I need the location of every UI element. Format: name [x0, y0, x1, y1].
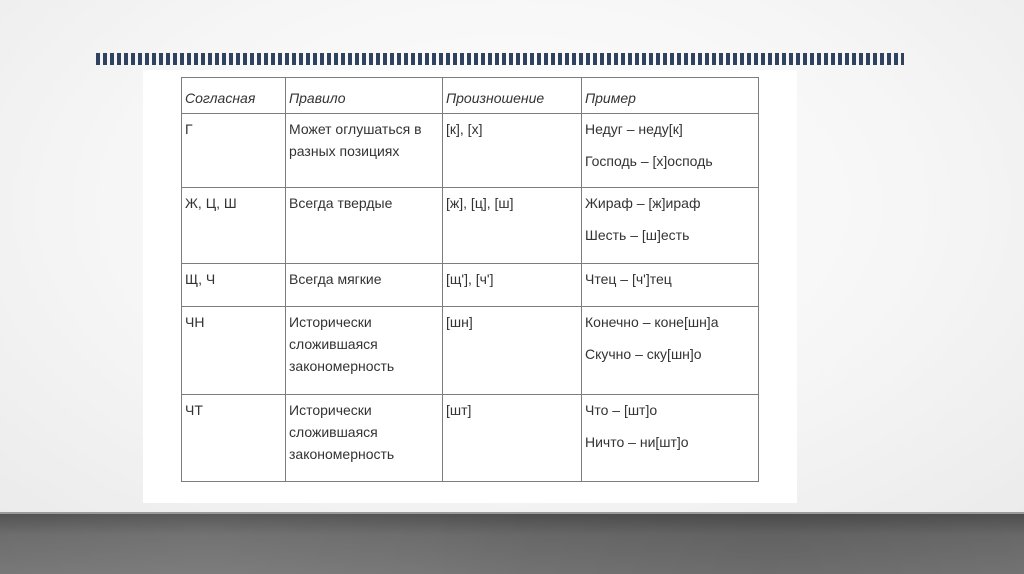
example-line: Скучно – ску[шн]о: [585, 346, 702, 362]
cell-pronunciation: [шн]: [443, 307, 582, 395]
example-line: Ничто – ни[шт]о: [585, 434, 689, 450]
table-header-row: [182, 78, 759, 114]
cell-example: [582, 307, 759, 395]
table-row: [182, 395, 759, 482]
cell-rule: Исторически сложившаяся закономерность: [286, 395, 443, 482]
cell-consonant: ЧН: [182, 307, 286, 395]
cell-example: [582, 114, 759, 188]
cell-pronunciation: [ж], [ц], [ш]: [443, 188, 582, 264]
cell-pronunciation: [щ'], [ч']: [443, 264, 582, 307]
table-row: [182, 307, 759, 395]
cell-consonant: Ж, Ц, Ш: [182, 188, 286, 264]
example-line: Господь – [х]осподь: [585, 153, 713, 169]
table-row: [182, 114, 759, 188]
cell-pronunciation: [шт]: [443, 395, 582, 482]
cell-rule: Исторически сложившаяся закономерность: [286, 307, 443, 395]
header-rule: Правило: [286, 78, 443, 114]
example-line: Чтец – [ч']тец: [585, 271, 672, 287]
cell-rule: Всегда твердые: [286, 188, 443, 264]
header-consonant: Согласная: [182, 78, 286, 114]
example-line: Жираф – [ж]ираф: [585, 195, 701, 211]
cell-consonant: ЧТ: [182, 395, 286, 482]
header-example: Пример: [582, 78, 759, 114]
floor-texture: [0, 514, 1024, 574]
table-row: [182, 188, 759, 264]
table-row: [182, 264, 759, 307]
example-line: Шесть – [ш]есть: [585, 227, 690, 243]
cell-example: [582, 264, 759, 307]
cell-rule: Может оглушаться в разных позициях: [286, 114, 443, 188]
cell-example: [582, 188, 759, 264]
decorative-striped-bar: [96, 53, 904, 65]
cell-consonant: Г: [182, 114, 286, 188]
cell-example: [582, 395, 759, 482]
example-line: Конечно – коне[шн]а: [585, 314, 719, 330]
header-pronunciation: Произношение: [443, 78, 582, 114]
consonant-rules-table: [181, 77, 759, 482]
table-image-card: [143, 70, 797, 503]
cell-pronunciation: [к], [х]: [443, 114, 582, 188]
cell-rule: Всегда мягкие: [286, 264, 443, 307]
example-line: Что – [шт]о: [585, 402, 658, 418]
cell-consonant: Щ, Ч: [182, 264, 286, 307]
example-line: Недуг – неду[к]: [585, 121, 683, 137]
